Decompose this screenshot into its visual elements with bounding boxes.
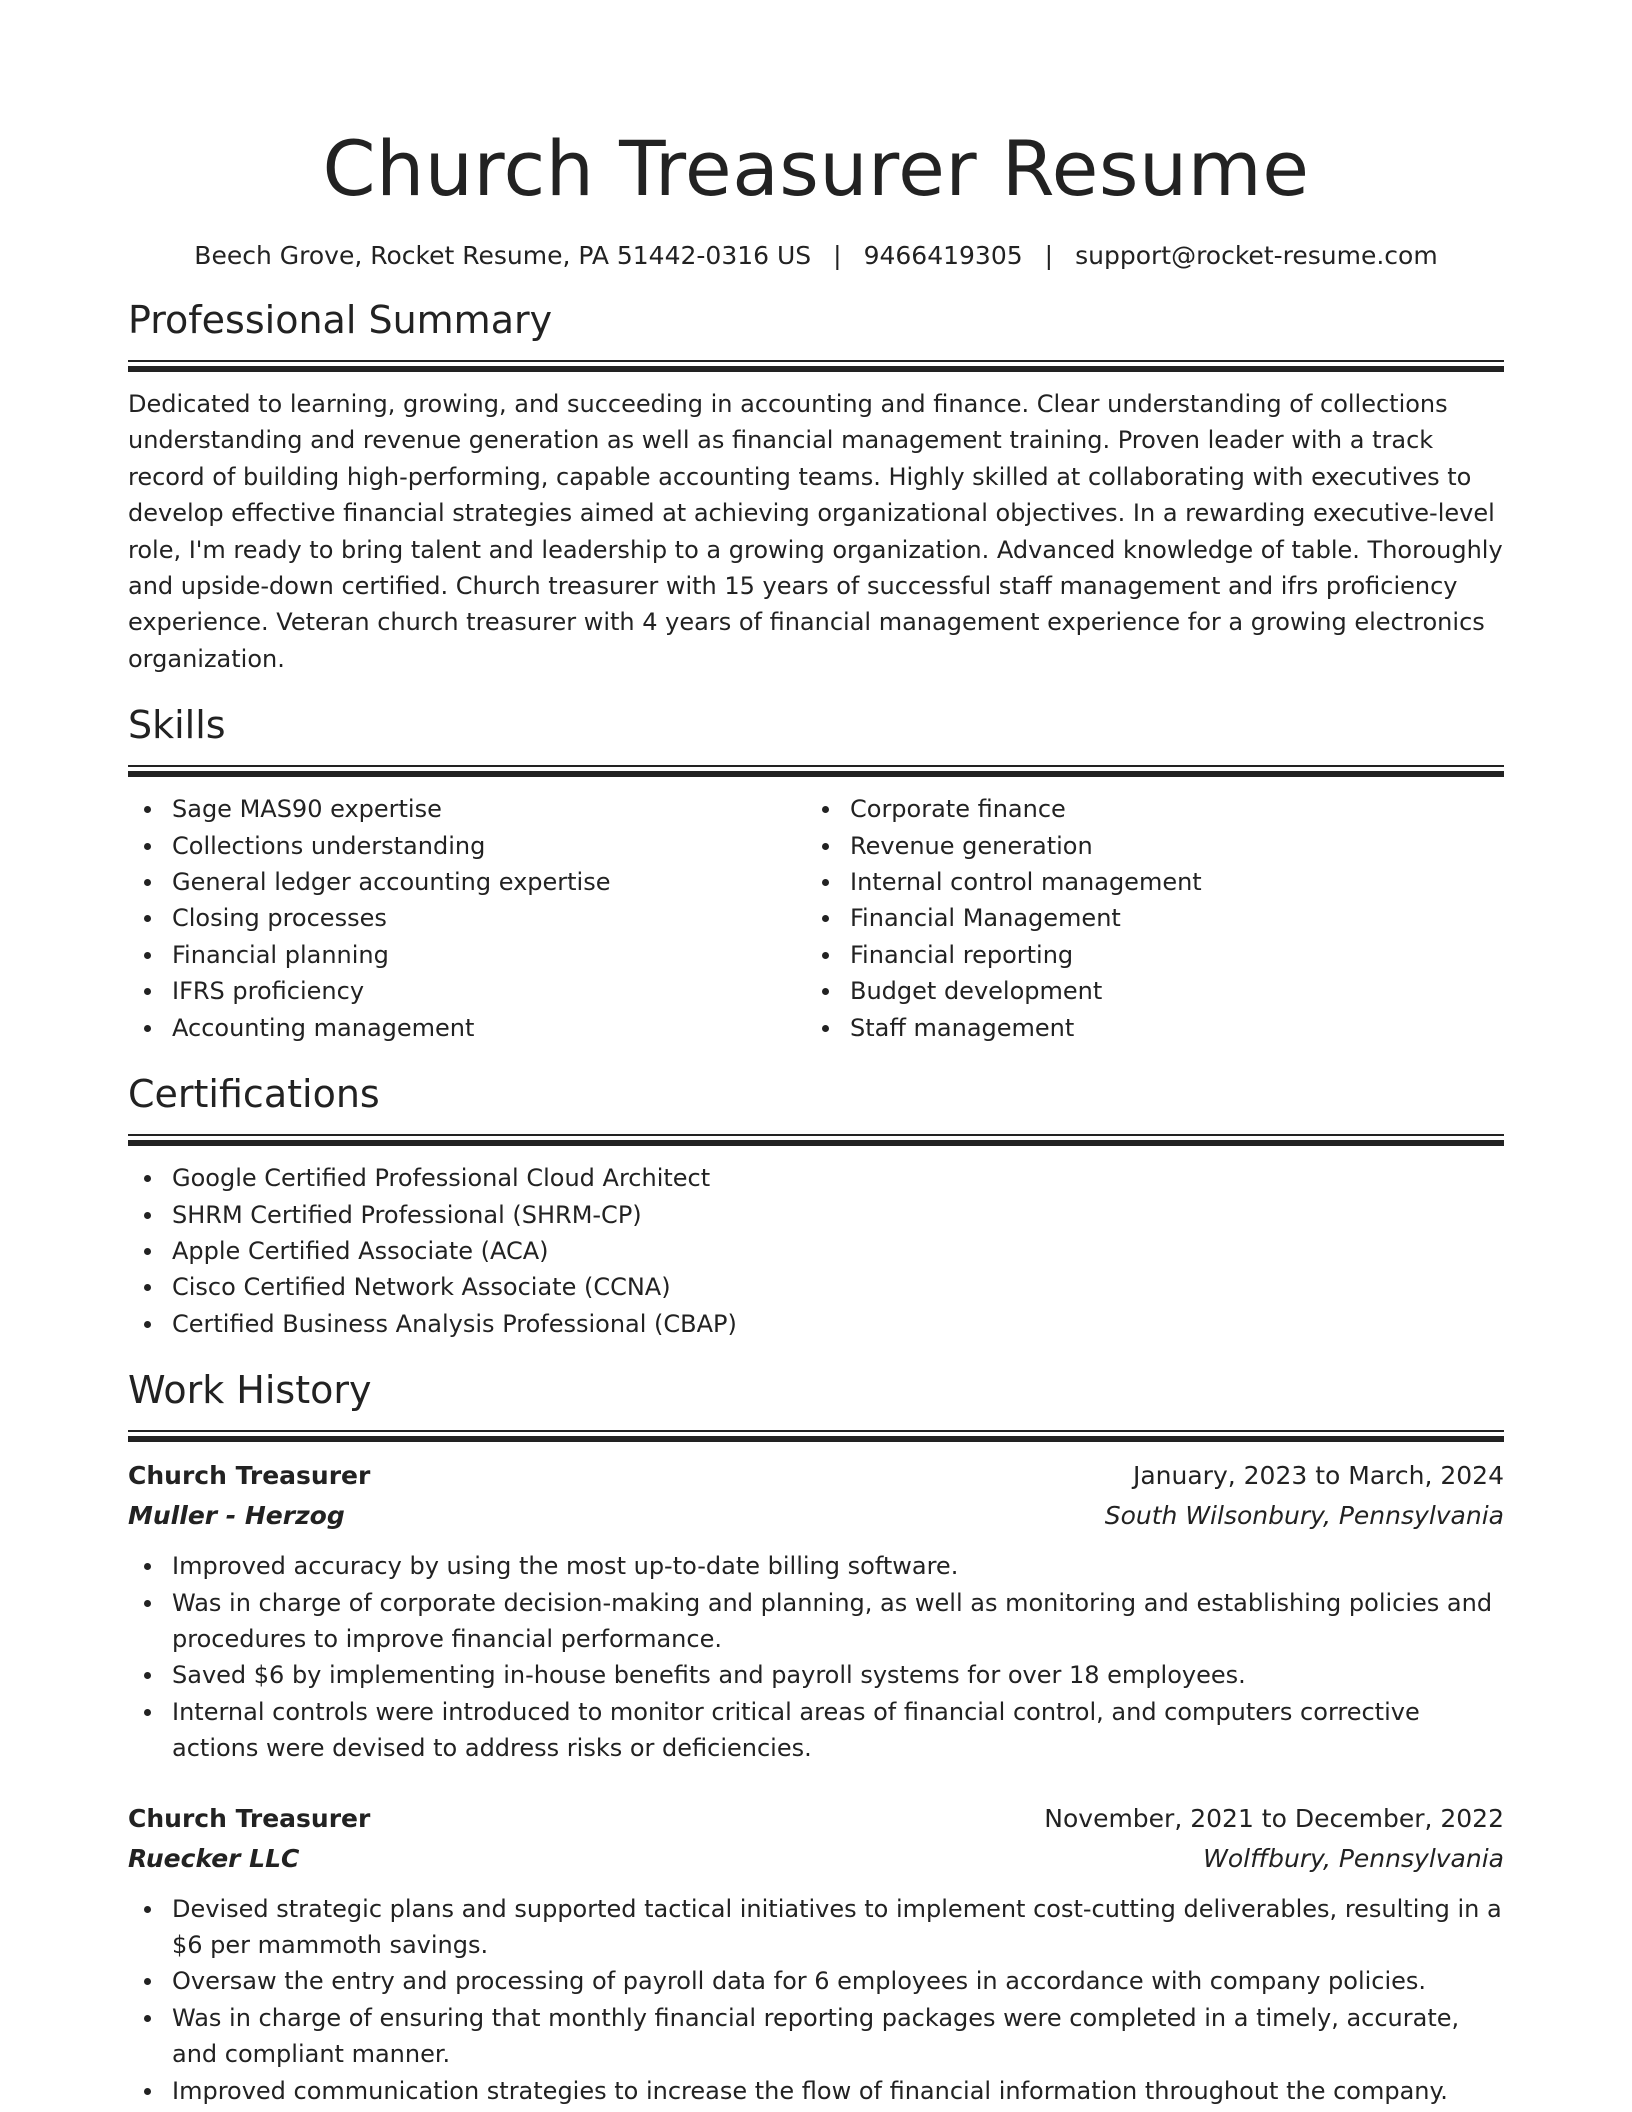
job-dates: January, 2023 to March, 2024 <box>1132 1461 1504 1491</box>
skill-item: Closing processes <box>128 900 806 936</box>
job-title: Church Treasurer <box>128 1803 371 1833</box>
section-divider <box>128 1430 1504 1442</box>
skill-item: Internal control management <box>806 864 1484 900</box>
certification-item: Cisco Certified Network Associate (CCNA) <box>128 1269 1504 1305</box>
certification-item: Google Certified Professional Cloud Architect <box>128 1160 1504 1196</box>
skill-item: IFRS proficiency <box>128 973 806 1009</box>
section-divider <box>128 765 1504 777</box>
certification-item: Apple Certified Associate (ACA) <box>128 1233 1504 1269</box>
job-location: Wolffbury, Pennsylvania <box>1203 1843 1504 1873</box>
job-bullet: Saved $6 by implementing in-house benefits and payroll systems for over 18 employees. <box>128 1657 1504 1693</box>
skills-section <box>128 699 1504 1046</box>
job-company: Muller - Herzog <box>128 1501 345 1531</box>
resume-title: Church Treasurer Resume <box>322 124 1310 213</box>
job-bullet: Devised strategic plans and supported tactical initiatives to implement cost-cutting deliverables, resulting in a $6 per mammoth savings. <box>128 1891 1504 1964</box>
contact-separator: | <box>1044 241 1054 270</box>
job-bullet: Improved accuracy by using the most up-to-date billing software. <box>128 1548 1504 1584</box>
skills-list-left <box>128 791 806 1046</box>
skills-list-right <box>806 791 1484 1046</box>
job-entry <box>128 1456 1504 1766</box>
certifications-heading: Certifications <box>128 1072 380 1117</box>
skills-grid <box>128 791 1504 1046</box>
job-title: Church Treasurer <box>128 1461 371 1491</box>
skill-item: Staff management <box>806 1010 1484 1046</box>
job-bullets <box>128 1891 1504 2109</box>
job-bullet: Was in charge of corporate decision-making and planning, as well as monitoring and establishing policies and procedures to improve financial performance. <box>128 1585 1504 1658</box>
section-divider <box>128 1134 1504 1146</box>
certification-item: SHRM Certified Professional (SHRM-CP) <box>128 1197 1504 1233</box>
work-history-section <box>128 1364 1504 2109</box>
skill-item: Sage MAS90 expertise <box>128 791 806 827</box>
job-bullet: Was in charge of ensuring that monthly financial reporting packages were completed in a timely, accurate, and compliant manner. <box>128 2000 1504 2073</box>
job-header-row <box>128 1799 1504 1839</box>
section-divider <box>128 360 1504 372</box>
job-header-row <box>128 1456 1504 1496</box>
summary-text: Dedicated to learning, growing, and succeeding in accounting and finance. Clear understanding of collections understanding and revenue generation as well as financial management training. Proven leader with a track record of building high-performing, capable accounting teams. Highly skilled at collaborating with executives to develop effective financial strategies aimed at achieving organizational objectives. In a rewarding executive-level role, I'm ready to bring talent and leadership to a growing organization. Advanced knowledge of table. Thoroughly and upside-down certified. Church treasurer with 15 years of successful staff management and ifrs proficiency experience. Veteran church treasurer with 4 years of financial management experience for a growing electronics organization. <box>128 390 1503 673</box>
job-entry <box>128 1799 1504 2109</box>
skill-item: General ledger accounting expertise <box>128 864 806 900</box>
skill-item: Collections understanding <box>128 828 806 864</box>
job-bullet: Improved communication strategies to increase the flow of financial information throughout the company. <box>128 2073 1504 2109</box>
job-bullets <box>128 1548 1504 1766</box>
job-dates: November, 2021 to December, 2022 <box>1044 1803 1504 1833</box>
contact-email: support@rocket-resume.com <box>1075 241 1438 270</box>
work-history-heading: Work History <box>128 1368 372 1413</box>
job-subheader-row <box>128 1839 1504 1879</box>
summary-section <box>128 294 1504 677</box>
job-bullet: Oversaw the entry and processing of payroll data for 6 employees in accordance with company policies. <box>128 1963 1504 1999</box>
skill-item: Financial planning <box>128 937 806 973</box>
contact-phone: 9466419305 <box>863 241 1023 270</box>
certifications-section <box>128 1068 1504 1342</box>
contact-address: Beech Grove, Rocket Resume, PA 51442-0316 US <box>194 241 812 270</box>
job-company: Ruecker LLC <box>128 1843 300 1873</box>
skill-item: Revenue generation <box>806 828 1484 864</box>
certification-item: Certified Business Analysis Professional (CBAP) <box>128 1306 1504 1342</box>
skills-heading: Skills <box>128 703 226 748</box>
skill-item: Accounting management <box>128 1010 806 1046</box>
certifications-list <box>128 1160 1504 1342</box>
skill-item: Corporate finance <box>806 791 1484 827</box>
job-bullet: Internal controls were introduced to monitor critical areas of financial control, and computers corrective actions were devised to address risks or deficiencies. <box>128 1694 1504 1767</box>
skill-item: Financial reporting <box>806 937 1484 973</box>
skill-item: Financial Management <box>806 900 1484 936</box>
summary-heading: Professional Summary <box>128 298 553 342</box>
job-location: South Wilsonbury, Pennsylvania <box>1104 1501 1504 1531</box>
skill-item: Budget development <box>806 973 1484 1009</box>
contact-line <box>128 238 1504 274</box>
contact-separator: | <box>833 241 842 270</box>
job-subheader-row <box>128 1496 1504 1536</box>
